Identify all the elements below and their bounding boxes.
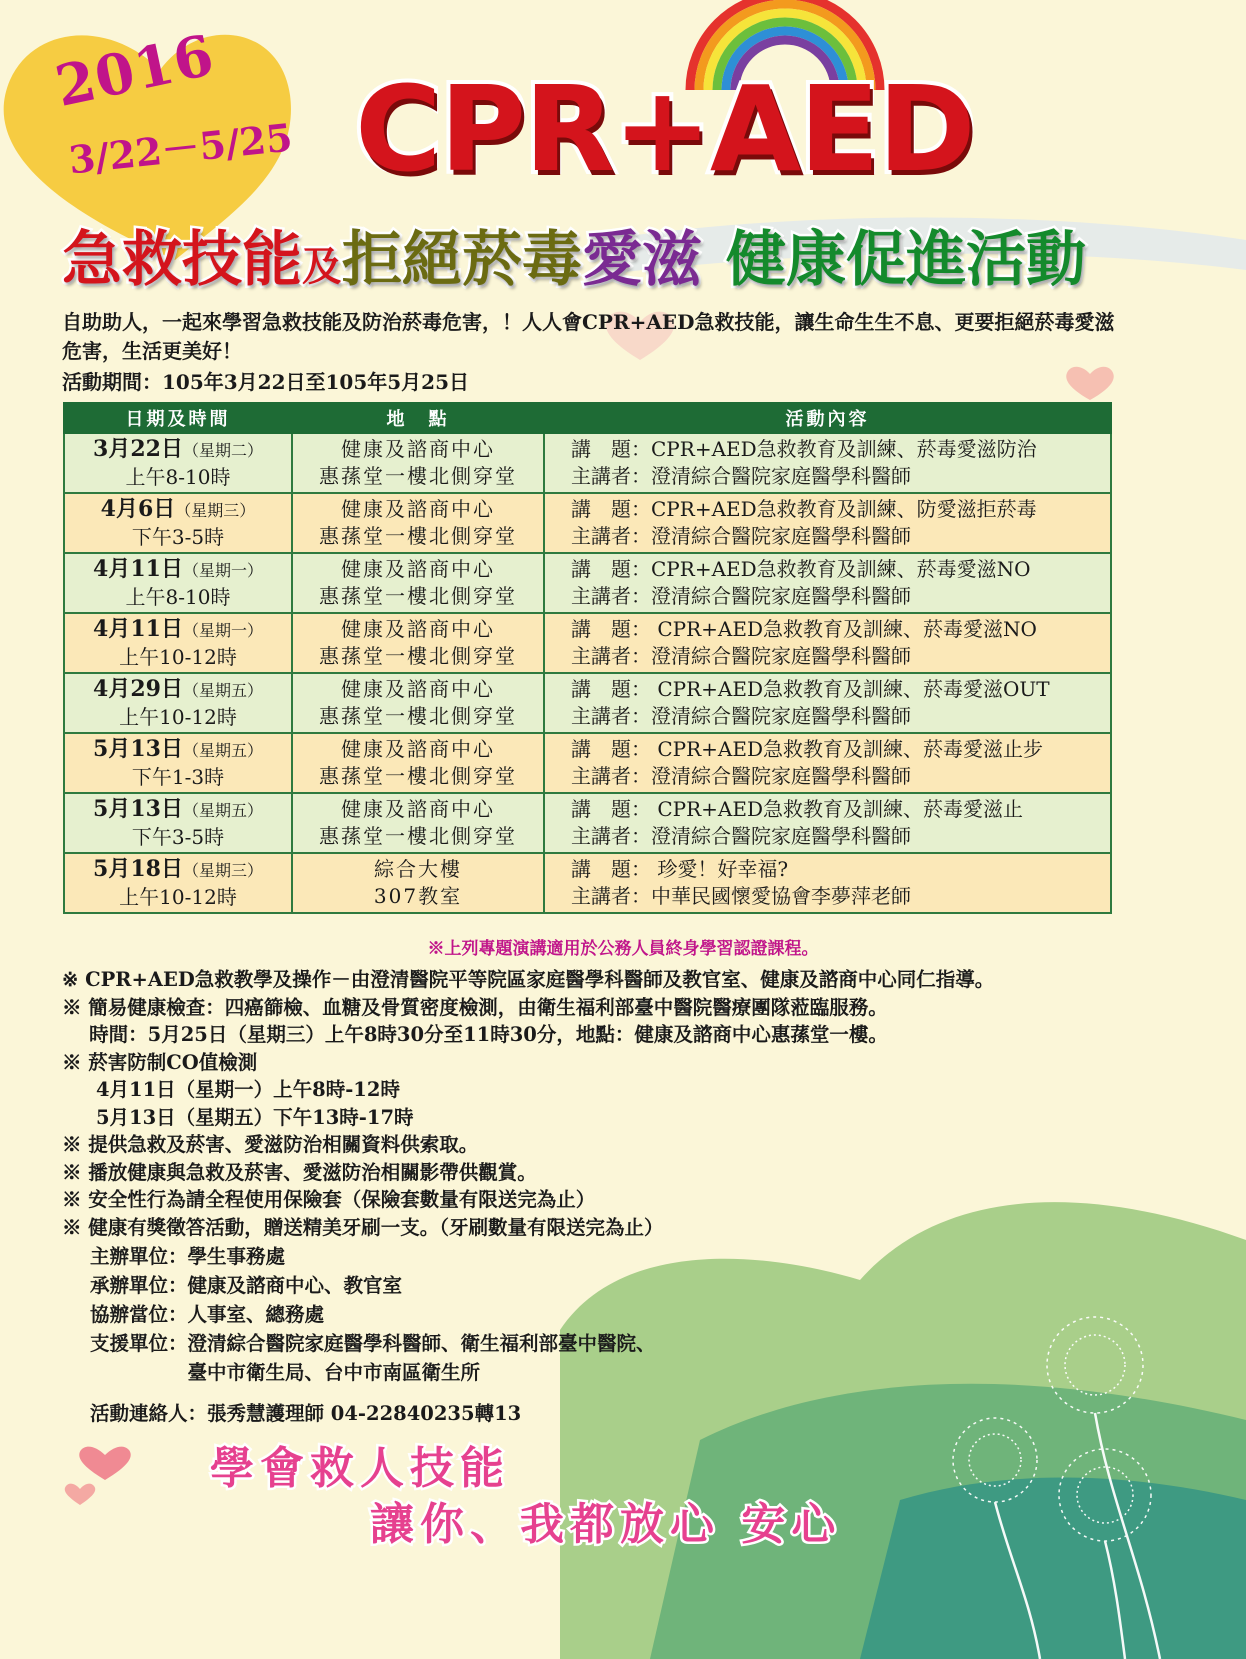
place-line: 健康及諮商中心 — [341, 737, 495, 761]
header-content: 活動內容 — [544, 403, 1111, 433]
date: 4月11日 — [93, 615, 183, 642]
note-item: ※ 播放健康與急救及菸害、愛滋防治相關影帶供觀賞。 — [62, 1160, 537, 1184]
place-line: 惠蓀堂一樓北側穿堂 — [319, 584, 517, 608]
table-footnote: ※上列專題演講適用於公務人員終身學習認證課程。 — [427, 939, 819, 959]
place-cell — [292, 733, 544, 793]
topic: 講 題：CPR+AED急救教育及訓練、防愛滋拒菸毒 — [571, 497, 1037, 521]
place-line: 健康及諮商中心 — [341, 797, 495, 821]
organizer-line: 支援單位：澄清綜合醫院家庭醫學科醫師、衛生福利部臺中醫院、 — [90, 1332, 656, 1355]
table-row — [64, 733, 1111, 793]
date-cell — [64, 793, 292, 853]
place-cell — [292, 853, 544, 913]
topic: 講 題： CPR+AED急救教育及訓練、菸毒愛滋止 — [571, 797, 1024, 821]
note-item: 5月13日（星期五）下午13時-17時 — [62, 1105, 414, 1129]
date: 3月22日 — [93, 435, 183, 462]
speaker: 主講者：澄清綜合醫院家庭醫學科醫師 — [571, 704, 911, 728]
speaker: 主講者：澄清綜合醫院家庭醫學科醫師 — [571, 584, 911, 608]
pink-heart-icon — [1066, 367, 1113, 400]
place-line: 健康及諮商中心 — [341, 557, 495, 581]
topic: 講 題： CPR+AED急救教育及訓練、菸毒愛滋NO — [571, 617, 1037, 641]
intro-text: 自助助人，一起來學習急救技能及防治菸毒危害，！人人會CPR+AED急救技能，讓生命生生不息、更要拒絕菸毒愛滋危害，生活更美好！ — [62, 310, 1115, 363]
time: 上午8-10時 — [125, 464, 231, 489]
date-cell — [64, 493, 292, 553]
date-cell — [64, 853, 292, 913]
organizer-line: 協辦當位：人事室、總務處 — [90, 1303, 325, 1326]
organizers-list — [90, 1242, 656, 1428]
date-cell — [64, 553, 292, 613]
time: 上午8-10時 — [125, 584, 231, 609]
year-label: 2016 — [49, 22, 220, 120]
subtitle-part-4: 愛滋 — [582, 225, 702, 295]
weekday: （星期三） — [182, 860, 263, 880]
content-cell — [544, 673, 1111, 733]
speaker: 主講者：澄清綜合醫院家庭醫學科醫師 — [571, 824, 911, 848]
weekday: （星期一） — [182, 620, 263, 640]
topic: 講 題： CPR+AED急救教育及訓練、菸毒愛滋止步 — [571, 737, 1044, 761]
date-cell — [64, 733, 292, 793]
speaker: 主講者：澄清綜合醫院家庭醫學科醫師 — [571, 464, 911, 488]
date: 4月11日 — [93, 555, 183, 582]
place-cell — [292, 553, 544, 613]
date-cell — [64, 673, 292, 733]
note-item: 時間：5月25日（星期三）上午8時30分至11時30分，地點：健康及諮商中心惠蓀堂一樓。 — [62, 1023, 888, 1046]
organizer-line: 主辦單位：學生事務處 — [90, 1245, 286, 1268]
topic: 講 題： CPR+AED急救教育及訓練、菸毒愛滋OUT — [571, 677, 1050, 701]
header-date: 日期及時間 — [64, 403, 292, 433]
subtitle-part-1: 急救技能 — [62, 225, 302, 295]
note-item: ※ 健康有獎徵答活動，贈送精美牙刷一支。（牙刷數量有限送完為止） — [62, 1215, 664, 1239]
place-line: 健康及諮商中心 — [341, 617, 495, 641]
time: 上午10-12時 — [119, 884, 237, 909]
table-row — [64, 793, 1111, 853]
place-line: 惠蓀堂一樓北側穿堂 — [319, 704, 517, 728]
place-cell — [292, 433, 544, 493]
place-cell — [292, 613, 544, 673]
header-place: 地 點 — [292, 403, 544, 433]
subtitle-part-2: 及 — [302, 244, 342, 290]
main-title: CPR+AED — [355, 60, 974, 198]
speaker: 主講者：澄清綜合醫院家庭醫學科醫師 — [571, 644, 911, 668]
speaker: 主講者：澄清綜合醫院家庭醫學科醫師 — [571, 764, 911, 788]
topic: 講 題：CPR+AED急救教育及訓練、菸毒愛滋防治 — [571, 437, 1037, 461]
date-cell — [64, 613, 292, 673]
table-header-row — [64, 403, 1111, 433]
date: 5月13日 — [93, 795, 183, 822]
date: 4月6日 — [100, 495, 176, 522]
table-row — [64, 853, 1111, 913]
date: 4月29日 — [93, 675, 183, 702]
table-row — [64, 673, 1111, 733]
weekday: （星期五） — [182, 800, 263, 820]
organizer-line: 承辦單位：健康及諮商中心、教官室 — [90, 1274, 403, 1297]
table-row — [64, 493, 1111, 553]
subtitle — [62, 212, 1086, 298]
pink-heart-icon — [65, 1484, 95, 1505]
slogan-line-1: 學會救人技能 — [210, 1443, 510, 1494]
weekday: （星期三） — [175, 500, 256, 520]
note-item: ※ 菸害防制CO值檢測 — [62, 1050, 258, 1074]
topic: 講 題：CPR+AED急救教育及訓練、菸毒愛滋NO — [571, 557, 1031, 581]
activity-period: 活動期間：105年3月22日至105年5月25日 — [62, 370, 469, 394]
note-item: ※ 簡易健康檢查：四癌篩檢、血糖及骨質密度檢測，由衛生福利部臺中醫院醫療團隊蒞臨服務。 — [62, 995, 888, 1019]
content-cell — [544, 433, 1111, 493]
date-range-label: 3/22－5/25 — [66, 114, 295, 183]
table-row — [64, 613, 1111, 673]
notes-list — [62, 966, 994, 1241]
place-line: 惠蓀堂一樓北側穿堂 — [319, 524, 517, 548]
organizer-line: 臺中市衛生局、台中市南區衛生所 — [90, 1361, 481, 1384]
note-item: ※ CPR+AED急救教學及操作－由澄清醫院平等院區家庭醫學科醫師及教官室、健康及諮商中心同仁指導。 — [62, 968, 995, 991]
contact-line: 活動連絡人：張秀慧護理師 04-22840235轉13 — [90, 1402, 522, 1425]
subtitle-part-3: 拒絕菸毒 — [342, 225, 582, 295]
table-row — [64, 553, 1111, 613]
date: 5月18日 — [93, 855, 183, 882]
weekday: （星期五） — [182, 680, 263, 700]
place-line: 惠蓀堂一樓北側穿堂 — [319, 644, 517, 668]
date: 5月13日 — [93, 735, 183, 762]
place-line: 綜合大樓 — [374, 857, 462, 881]
place-cell — [292, 493, 544, 553]
place-line: 健康及諮商中心 — [341, 677, 495, 701]
content-cell — [544, 733, 1111, 793]
organizer-spacer — [90, 1387, 656, 1399]
content-cell — [544, 613, 1111, 673]
time: 上午10-12時 — [119, 644, 237, 669]
place-line: 惠蓀堂一樓北側穿堂 — [319, 464, 517, 488]
place-line: 307教室 — [373, 884, 463, 908]
note-item: ※ 提供急救及菸害、愛滋防治相關資料供索取。 — [62, 1133, 479, 1156]
subtitle-part-5: 健康促進活動 — [726, 225, 1086, 295]
time: 下午3-5時 — [131, 824, 225, 849]
date-cell — [64, 433, 292, 493]
speaker: 主講者：中華民國懷愛協會李夢萍老師 — [571, 884, 911, 908]
place-line: 健康及諮商中心 — [341, 437, 495, 461]
content-cell — [544, 553, 1111, 613]
place-cell — [292, 673, 544, 733]
note-item: ※ 安全性行為請全程使用保險套（保險套數量有限送完為止） — [62, 1188, 596, 1211]
content-cell — [544, 493, 1111, 553]
time: 上午10-12時 — [119, 704, 237, 729]
place-line: 惠蓀堂一樓北側穿堂 — [319, 824, 517, 848]
topic: 講 題： 珍愛！好幸福? — [571, 857, 789, 881]
place-cell — [292, 793, 544, 853]
place-line: 健康及諮商中心 — [341, 497, 495, 521]
table-row — [64, 433, 1111, 493]
content-cell — [544, 853, 1111, 913]
place-line: 惠蓀堂一樓北側穿堂 — [319, 764, 517, 788]
weekday: （星期一） — [182, 560, 263, 580]
note-item: 4月11日（星期一）上午8時-12時 — [62, 1078, 400, 1101]
time: 下午1-3時 — [131, 764, 225, 789]
content-cell — [544, 793, 1111, 853]
slogan-line-2: 讓你、我都放心 安心 — [370, 1499, 842, 1550]
green-hill — [860, 1478, 1246, 1659]
pink-heart-icon — [79, 1447, 130, 1480]
time: 下午3-5時 — [131, 524, 225, 549]
schedule-table — [63, 402, 1112, 914]
weekday: （星期五） — [182, 740, 263, 760]
speaker: 主講者：澄清綜合醫院家庭醫學科醫師 — [571, 524, 911, 548]
weekday: （星期二） — [182, 440, 263, 460]
